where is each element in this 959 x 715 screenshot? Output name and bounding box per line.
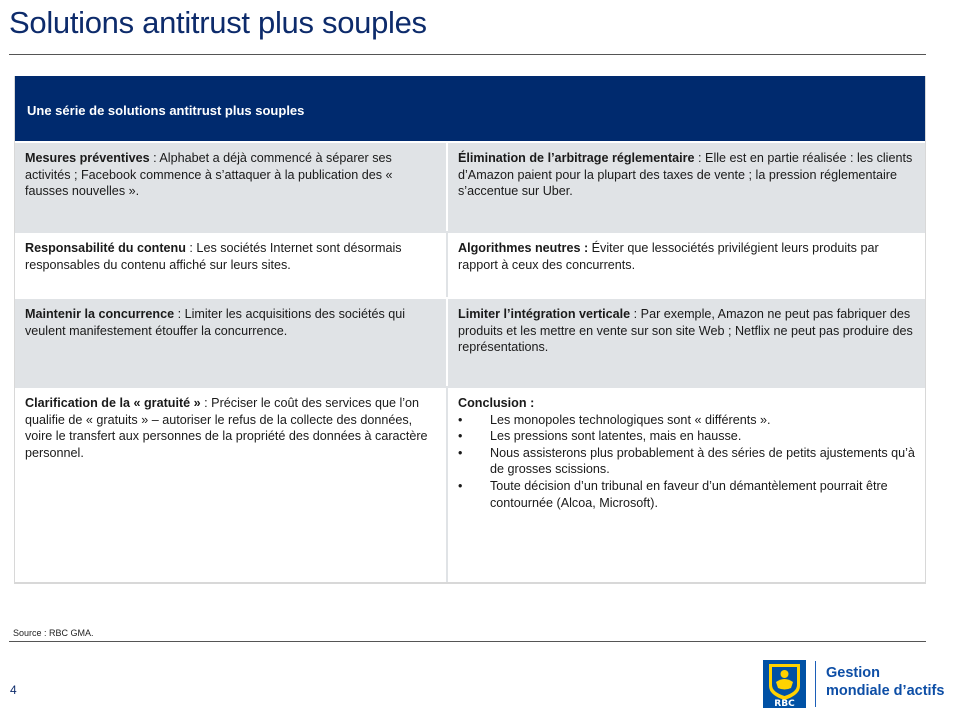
footer-divider	[9, 641, 926, 642]
brand-divider	[815, 661, 816, 707]
list-item	[458, 445, 915, 478]
cell-text: Éviter que lessociétés privilégient leurs produits par rapport à ceux des concurrents.	[458, 241, 879, 272]
cell-text: : Préciser le coût des services que l’on qualifie de « gratuits » – autoriser le refus de la collecte des données, voire le transfert aux personnes de la propriété des données à caractère personnel.	[25, 396, 428, 460]
cell-text: : Alphabet a déjà commencé à séparer ses activités ; Facebook commence à s’attaquer à la publication des « fausses nouvelles ».	[25, 151, 393, 199]
table-row	[15, 297, 925, 386]
list-item	[458, 478, 915, 511]
cell-text: : Elle est en partie réalisée : les clients d’Amazon paient pour la plupart des taxes de vente ; la pression réglementaire s’accentue sur Uber.	[458, 151, 913, 199]
table-cell	[15, 299, 448, 386]
rbc-logo-icon	[763, 660, 806, 708]
list-item-text: Nous assisterons plus probablement à des séries de petits ajustements qu’à de grosses scissions.	[490, 445, 915, 477]
table-row	[15, 141, 925, 231]
bullet-icon: •	[458, 429, 463, 444]
conclusion-cell	[448, 388, 925, 582]
table-cell	[448, 233, 925, 297]
table-row	[15, 386, 925, 582]
brand-name	[826, 664, 944, 700]
cell-lead: Mesures préventives	[25, 151, 150, 165]
logo-lion-head	[781, 670, 789, 678]
table-row	[15, 231, 925, 297]
table-header: Une série de solutions antitrust plus souples	[15, 76, 925, 141]
list-item-text: Les monopoles technologiques sont « différents ».	[490, 412, 771, 427]
cell-lead: Algorithmes neutres :	[458, 241, 589, 255]
cell-lead: Responsabilité du contenu	[25, 241, 186, 255]
cell-lead: Limiter l’intégration verticale	[458, 307, 631, 321]
title-divider	[9, 54, 926, 55]
table-cell	[448, 143, 925, 231]
brand-line-1: Gestion	[826, 665, 880, 681]
list-item-text: Les pressions sont latentes, mais en hausse.	[490, 429, 742, 444]
table-cell	[15, 143, 448, 231]
page-number: 4	[10, 683, 17, 697]
list-item	[458, 412, 915, 429]
cell-text: : Limiter les acquisitions des sociétés qui veulent manifestement étouffer la concurrence.	[25, 307, 406, 338]
cell-text: : Les sociétés Internet sont désormais responsables du contenu affiché sur leurs sites.	[25, 241, 402, 272]
solutions-table	[14, 76, 926, 584]
bullet-icon: •	[458, 412, 463, 427]
bullet-icon: •	[458, 445, 463, 460]
logo-wordmark: RBC	[774, 699, 795, 708]
cell-lead: Clarification de la « gratuité »	[25, 396, 201, 410]
cell-lead: Maintenir la concurrence	[25, 307, 175, 321]
cell-text: : Par exemple, Amazon ne peut pas fabriquer des produits et les mettre en vente sur son site Web ; Netflix ne peut pas produire des représentations.	[458, 307, 913, 355]
page-title: Solutions antitrust plus souples	[9, 5, 427, 40]
table-cell	[15, 388, 448, 582]
table-cell	[15, 233, 448, 297]
conclusion-heading: Conclusion :	[458, 396, 535, 410]
bullet-icon: •	[458, 478, 463, 493]
brand-line-2: mondiale d’actifs	[826, 683, 945, 699]
source-note: Source : RBC GMA.	[13, 628, 94, 638]
table-cell	[448, 299, 925, 386]
logo-lion-body	[776, 679, 793, 690]
conclusion-list	[458, 412, 915, 512]
cell-lead: Élimination de l’arbitrage réglementaire	[458, 151, 695, 165]
list-item	[458, 428, 915, 445]
list-item-text: Toute décision d’un tribunal en faveur d’un démantèlement pourrait être contournée (Alcoa, Microsoft).	[490, 478, 888, 510]
